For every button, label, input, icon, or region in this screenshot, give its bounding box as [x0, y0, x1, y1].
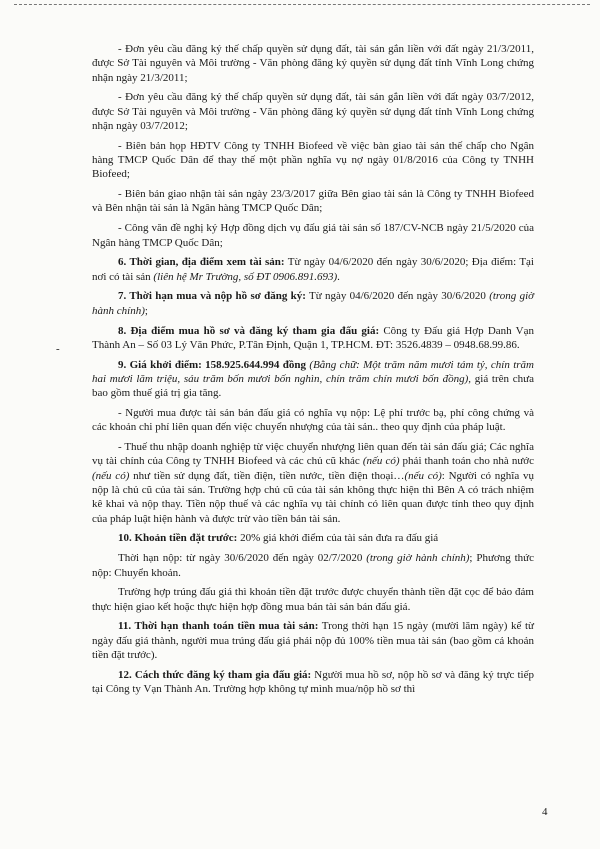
margin-dash: - [56, 343, 60, 355]
tax-obligations: - Thuế thu nhập doanh nghiệp từ việc chuyển nhượng liên quan đến tài sản đấu giá; Các nghĩa vụ tài chính của Công ty TNHH Biofeed và các chủ cũ khác (nếu có) phải thanh toán cho nhà nước (nếu có) như tiền sử dụng đất, tiền điện, tiền nước, tiền điện thoại…(nếu có): Người có nghĩa vụ nộp là chủ cũ của tài sản. Trường hợp chủ cũ của tài sản không thực hiện thì Bên A có trách nhiệm kê khai và nộp thay. Tiền nộp thuế và các nghĩa vụ tài chính có liên quan được tính theo quy định của pháp luật hiện hành và được trừ vào tiền bán tài sản. [92, 441, 535, 525]
section-6-heading: 6. Thời gian, địa điểm xem tài sản: [118, 256, 285, 269]
section-9-starting-price: 9. Giá khởi điểm: 158.925.644.994 đồng (Bằng chữ: Một trăm năm mươi tám tỷ, chín trăm hai mươi lăm triệu, sáu trăm bốn mươi bốn nghìn, chín trăm chín mươi bốn đồng), giá trên chưa bao gồm thuế giá trị gia tăng. [92, 358, 535, 400]
deposit-conversion: Trường hợp trúng đấu giá thì khoản tiền đặt trước được chuyển thành tiền đặt cọc để bảo đảm thực hiện giao kết hoặc thực hiện hợp đồng mua bán tài sản bán đấu giá. [92, 586, 534, 613]
section-8-heading: 8. Địa điểm mua hồ sơ và đăng ký tham gia đấu giá: [118, 324, 380, 337]
page-number: 4 [542, 806, 548, 818]
section-9-heading: 9. Giá khởi điểm: 158.925.644.994 đồng [118, 358, 307, 371]
section-6-viewing: 6. Thời gian, địa điểm xem tài sản: Từ ngày 04/6/2020 đến ngày 30/6/2020; Địa điểm: Tại nơi có tài sản (liên hệ Mr Trường, số ĐT 0906.891.693). [92, 256, 534, 283]
paragraph-doc-1: - Đơn yêu cầu đăng ký thế chấp quyền sử dụng đất, tài sản gắn liền với đất ngày 21/3/2011, được Sở Tài nguyên và Môi trường - Văn phòng đăng ký quyền sử dụng đất tỉnh Vĩnh Long chứng nhận ngày 21/3/2011; [92, 43, 534, 84]
buyer-obligations: - Người mua được tài sản bán đấu giá có nghĩa vụ nộp: Lệ phí trước bạ, phí công chứng và các khoản chi phí liên quan đến việc chuyển nhượng của tài sản.. theo quy định của pháp luật. [92, 407, 534, 434]
section-12-registration: 12. Cách thức đăng ký tham gia đấu giá: Người mua hồ sơ, nộp hồ sơ và đăng ký trực tiếp tại Công ty Vạn Thành An. Trường hợp không tự mình mua/nộp hồ sơ thì [92, 668, 534, 696]
section-8-location: 8. Địa điểm mua hồ sơ và đăng ký tham gia đấu giá: Công ty Đấu giá Hợp Danh Vạn Thành An – Số 03 Lý Văn Phức, P.Tân Định, Quận 1, TP.HCM. ĐT: 3526.4839 – 0948.68.99.86. [92, 324, 534, 351]
deposit-period: Thời hạn nộp: từ ngày 30/6/2020 đến ngày 02/7/2020 (trong giờ hành chính); Phương thức nộp: Chuyển khoản. [92, 552, 535, 579]
section-11-payment: 11. Thời hạn thanh toán tiền mua tài sản: Trong thời hạn 15 ngày (mười lăm ngày) kể từ ngày đấu giá thành, người mua trúng đấu giá phải nộp đủ 100% tiền mua tài sản (bao gồm cả khoản tiền đặt trước). [92, 620, 534, 661]
paragraph-doc-4: - Biên bản giao nhận tài sản ngày 23/3/2017 giữa Bên giao tài sản là Công ty TNHH Biofeed và Bên nhận tài sản là Ngân hàng TMCP Quốc Dân; [92, 188, 534, 215]
section-10-heading: 10. Khoản tiền đặt trước: [118, 532, 238, 545]
paragraph-doc-2: - Đơn yêu cầu đăng ký thế chấp quyền sử dụng đất, tài sản gắn liền với đất ngày 03/7/2012, được Sở Tài nguyên và Môi trường - Văn phòng đăng ký quyền sử dụng đất tỉnh Vĩnh Long chứng nhận ngày 03/7/2012; [92, 91, 534, 132]
document-body [92, 42, 534, 702]
section-11-heading: 11. Thời hạn thanh toán tiền mua tài sản: [118, 620, 319, 633]
scan-top-edge [14, 4, 590, 5]
section-10-deposit: 10. Khoản tiền đặt trước: 20% giá khởi điểm của tài sản đưa ra đấu giá [118, 532, 439, 545]
section-7-deadline: 7. Thời hạn mua và nộp hồ sơ đăng ký: Từ ngày 04/6/2020 đến ngày 30/6/2020 (trong giờ hành chính); [92, 290, 534, 317]
section-12-heading: 12. Cách thức đăng ký tham gia đấu giá: [118, 668, 312, 681]
section-7-heading: 7. Thời hạn mua và nộp hồ sơ đăng ký: [118, 290, 306, 303]
paragraph-doc-5: - Công văn đề nghị ký Hợp đồng dịch vụ đấu giá tài sản số 187/CV-NCB ngày 21/5/2020 của Ngân hàng TMCP Quốc Dân; [92, 222, 534, 249]
paragraph-doc-3: - Biên bản họp HĐTV Công ty TNHH Biofeed về việc bàn giao tài sản thế chấp cho Ngân hàng TMCP Quốc Dân để thay thế một phần nghĩa vụ nợ ngày 01/8/2016 của Công ty TNHH Biofeed; [92, 139, 534, 181]
